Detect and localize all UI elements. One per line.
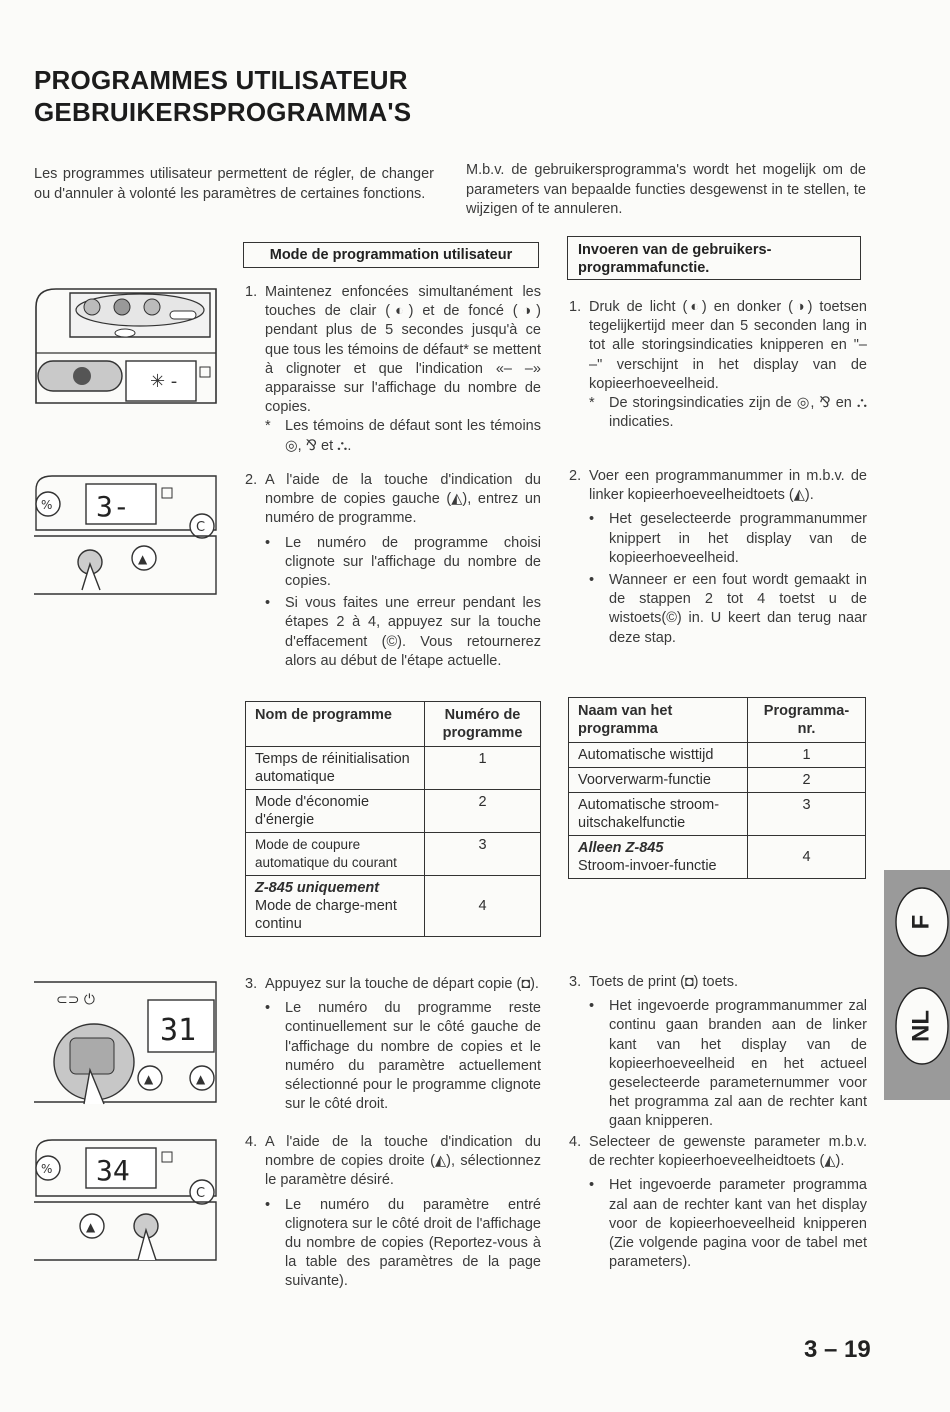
table-cell-em: Z-845 uniquement: [255, 880, 380, 896]
step-bullet: Het ingevoerde parameter programma zal aan de rechter kant van het display voor de kopieerhoeveelheid knipperen (Zie volgende pagina voor de tabel met parameters).: [609, 1177, 867, 1271]
step-note: Les témoins de défaut sont les témoins ◎, ⅋ et ⛬.: [285, 418, 541, 454]
step-bullet: Si vous faites une erreur pendant les étapes 2 à 4, appuyez sur la touche d'effacement (©). Vous retournerez alors au début de l'étape actuelle.: [285, 595, 541, 669]
fr-step-1: 1. Maintenez enfoncées simultanément les touches de clair (◐) et de foncé (◑) pendant plus de 5 secondes jusqu'à ce que tous les témoins de défaut* se mettent à clignoter et que l'indication «– –» apparaisse sur l'affichage du nombre de copies. * Les témoins de défaut sont les témoins ◎, ⅋ et ⛬.: [245, 284, 541, 454]
table-row: [569, 836, 866, 879]
step-text: Toets de print (◘) toets.: [589, 974, 738, 990]
step-number: 1.: [245, 284, 258, 300]
tab-label-f: F: [907, 914, 935, 930]
step-bullet: Het geselecteerde programmanummer knippert in het display van de kopieerhoeveelheid.: [609, 511, 867, 566]
fig3-display-digits: 31: [160, 1013, 197, 1048]
nl-step-4: 4. Selecteer de gewenste parameter m.b.v. de rechter kopieerhoeveelheidtoets (◭). • Het ingevoerde parameter programma zal aan de rechter kant van het display voor de kopieerhoeveelheid knipperen (Zie volgende pagina voor de tabel met parameters).: [569, 1134, 867, 1271]
step-text: A l'aide de la touche d'indication du nombre de copies droite (◭), sélectionnez le paramètre désiré.: [265, 1134, 541, 1189]
table-cell-num: 2: [425, 790, 541, 833]
section-header-fr: Mode de programmation utilisateur: [243, 242, 539, 268]
table-row: [246, 747, 541, 790]
step-bullet: Le numéro du programme reste continuellement sur le côté gauche de l'affichage du nombre de copies et le numéro du paramètre actuellement sélectionné pour le programme clignote sur le côté droit.: [285, 1000, 541, 1113]
table-cell-name: Voorverwarm-functie: [569, 768, 748, 793]
step-number: 3.: [245, 976, 258, 992]
svg-text:C: C: [196, 520, 206, 535]
table-header-row: [569, 698, 866, 743]
table-cell-sub: Stroom-invoer-functie: [578, 858, 717, 874]
table-cell-num: 2: [748, 768, 866, 793]
svg-text:%: %: [41, 498, 53, 512]
step-text: Druk de licht (◐) en donker (◑) toetsen tegelijkertijd meer dan 5 seconden lang in tot alle storingsindicaties knipperen en "– –" verschijnt in het display van de kopieerhoeveelheid.: [589, 299, 867, 392]
table-header: Nom de programme: [246, 702, 425, 747]
svg-text:C: C: [196, 1186, 206, 1201]
svg-text:%: %: [41, 1162, 53, 1176]
title-nl: GEBRUIKERSPROGRAMMA'S: [34, 97, 412, 127]
table-cell-sub: Mode de charge-ment continu: [255, 898, 397, 932]
table-cell-num: 4: [748, 836, 866, 879]
control-panel-illustration-1: [30, 283, 220, 411]
step-text: Selecteer de gewenste parameter m.b.v. de rechter kopieerhoeveelheidtoets (◭).: [589, 1134, 867, 1170]
program-table-nl: [568, 697, 866, 879]
step-text: Voer een programmanummer in m.b.v. de linker kopieerhoeveelheidtoets (◭).: [589, 468, 867, 504]
program-table-fr: [245, 701, 541, 937]
step-bullet: Le numéro de programme choisi clignote sur l'affichage du nombre de copies.: [285, 534, 541, 590]
fig4-display-digits: 34: [96, 1154, 130, 1187]
step-text: Maintenez enfoncées simultanément les touches de clair (◐) et de foncé (◑) pendant plus de 5 secondes jusqu'à ce que tous les témoins de défaut* se mettent à clignoter et que l'indication «– –» apparaisse sur l'affichage du nombre de copies.: [265, 284, 541, 416]
step-note: De storingsindicaties zijn de ◎, ⅋ en ⛬ indicaties.: [609, 395, 867, 431]
table-cell-num: 4: [425, 876, 541, 937]
table-header: Programma-nr.: [748, 698, 866, 743]
page-number: 3 – 19: [804, 1336, 871, 1363]
step-number: 3.: [569, 974, 582, 990]
table-cell-num: 1: [425, 747, 541, 790]
step-bullet: Le numéro du paramètre entré clignotera sur le côté droit de l'affichage du nombre de copies (Reportez-vous à la table des paramètres de la page suivante).: [285, 1196, 541, 1290]
table-cell-em: Alleen Z-845: [578, 840, 664, 856]
step-bullet: Wanneer er een fout wordt gemaakt in de stappen 2 tot 4 toetst u de wistoets(©) in. U keert dan terug naar deze stap.: [609, 572, 867, 646]
table-row: [569, 768, 866, 793]
section-header-nl: Invoeren van de gebruikers-programmafunctie.: [567, 236, 861, 280]
table-row: [569, 793, 866, 836]
control-panel-illustration-2: [30, 470, 222, 596]
table-cell-name: [246, 876, 425, 937]
fr-step-2: 2. A l'aide de la touche d'indication du nombre de copies gauche (◭), entrez un numéro de programme. • Le numéro de programme choisi clignote sur l'affichage du nombre de copies. • Si vous faites une erreur pendant les étapes 2 à 4, appuyez sur la touche d'effacement (©). Vous retournerez alors au début de l'étape actuelle.: [245, 472, 541, 669]
svg-text:✳ -: ✳ -: [150, 371, 178, 392]
table-cell-name: Mode de coupure automatique du courant: [246, 833, 425, 876]
language-tabs: [890, 880, 950, 1090]
svg-text:⊂⊃ ⏻: ⊂⊃ ⏻: [56, 992, 95, 1008]
table-cell-name: [569, 836, 748, 879]
intro-nl: M.b.v. de gebruikersprogramma's wordt het mogelijk om de parameters van bepaalde functies desgewenst in te stellen, te wijzigen of te annuleren.: [466, 162, 866, 217]
table-cell-name: Mode d'économie d'énergie: [246, 790, 425, 833]
table-header: Naam van het programma: [569, 698, 748, 743]
svg-text:▲: ▲: [196, 1072, 206, 1086]
step-text: Appuyez sur la touche de départ copie (◘).: [265, 976, 539, 992]
table-header: Numéro de programme: [425, 702, 541, 747]
step-bullet: Het ingevoerde programmanummer zal continu gaan branden aan de linker kant van het display van de kopieerhoeveelheid en het actueel geselecteerde parameternummer voor het programma zal aan de rechter kant gaan knipperen.: [609, 998, 867, 1130]
svg-text:▲: ▲: [144, 1072, 154, 1086]
table-cell-name: Automatische stroom-uitschakelfunctie: [569, 793, 748, 836]
table-cell-num: 1: [748, 743, 866, 768]
table-header-row: [246, 702, 541, 747]
step-text: A l'aide de la touche d'indication du nombre de copies gauche (◭), entrez un numéro de programme.: [265, 472, 541, 527]
step-number: 4.: [569, 1134, 582, 1150]
nl-step-1: 1. Druk de licht (◐) en donker (◑) toetsen tegelijkertijd meer dan 5 seconden lang in tot alle storingsindicaties knipperen en "– –" verschijnt in het display van de kopieerhoeveelheid. * De storingsindicaties zijn de ◎, ⅋ en ⛬ indicaties.: [569, 299, 867, 431]
control-panel-illustration-3: [30, 978, 222, 1106]
table-row: [246, 876, 541, 937]
nl-step-3: 3. Toets de print (◘) toets. • Het ingevoerde programmanummer zal continu gaan branden aan de linker kant van het display van de kopieerhoeveelheid en het actueel geselecteerde parameternummer voor het programma zal aan de rechter kant gaan knipperen.: [569, 974, 867, 1130]
page-title: [34, 64, 411, 128]
nl-step-2: 2. Voer een programmanummer in m.b.v. de linker kopieerhoeveelheidtoets (◭). • Het geselecteerde programmanummer knippert in het display van de kopieerhoeveelheid. • Wanneer er een fout wordt gemaakt in de stappen 2 tot 4 toetst u de wistoets(©) in. U keert dan terug naar deze stap.: [569, 468, 867, 646]
table-row: [569, 743, 866, 768]
step-number: 2.: [569, 468, 582, 484]
fig2-display-digits: 3-: [96, 490, 130, 523]
intro-fr: Les programmes utilisateur permettent de régler, de changer ou d'annuler à volonté les paramètres de certaines fonctions.: [34, 166, 434, 202]
svg-text:▲: ▲: [86, 1220, 96, 1234]
step-number: 4.: [245, 1134, 258, 1150]
table-row: [246, 790, 541, 833]
step-number: 1.: [569, 299, 582, 315]
table-cell-num: 3: [425, 833, 541, 876]
title-fr: PROGRAMMES UTILISATEUR: [34, 65, 408, 95]
control-panel-illustration-4: [30, 1134, 222, 1262]
table-cell-name: Temps de réinitialisation automatique: [246, 747, 425, 790]
step-number: 2.: [245, 472, 258, 488]
svg-text:▲: ▲: [138, 552, 148, 566]
fr-step-3: 3. Appuyez sur la touche de départ copie (◘). • Le numéro du programme reste continuellement sur le côté gauche de l'affichage du nombre de copies et le numéro du paramètre actuellement sélectionné pour le programme clignote sur le côté droit.: [245, 976, 541, 1113]
fr-step-4: 4. A l'aide de la touche d'indication du nombre de copies droite (◭), sélectionnez le paramètre désiré. • Le numéro du paramètre entré clignotera sur le côté droit de l'affichage du nombre de copies (Reportez-vous à la table des paramètres de la page suivante).: [245, 1134, 541, 1290]
table-row: [246, 833, 541, 876]
tab-label-nl: NL: [907, 1010, 935, 1042]
table-cell-num: 3: [748, 793, 866, 836]
table-cell-name: Automatische wisttijd: [569, 743, 748, 768]
